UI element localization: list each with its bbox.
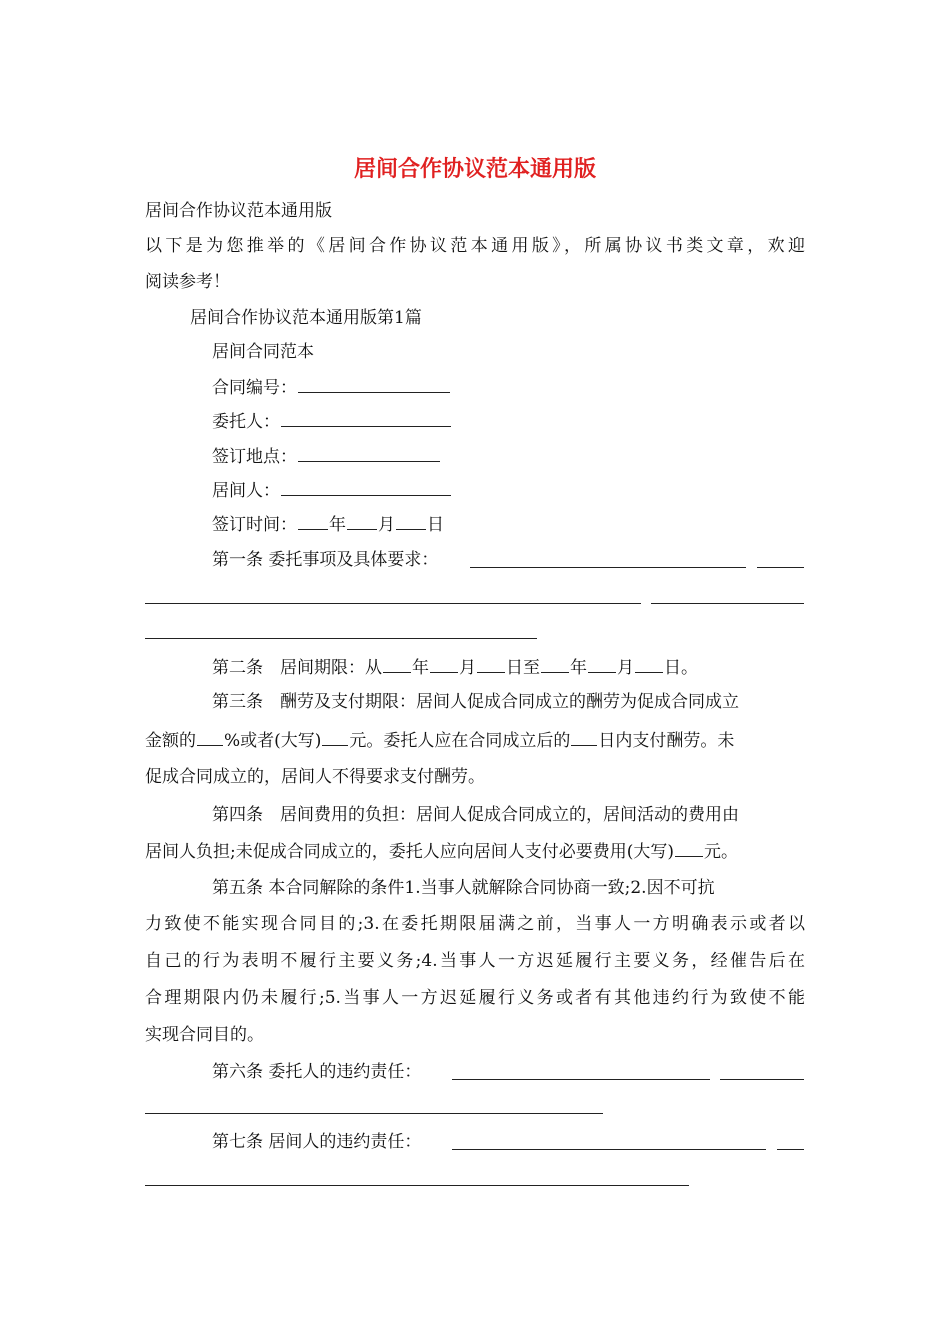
contract-no-label: 合同编号：: [212, 378, 297, 398]
client-label: 委托人：: [212, 412, 280, 432]
article3-line-3: 促成合同成立的，居间人不得要求支付酬劳。: [145, 767, 485, 787]
article3-line-2a: 金额的: [145, 731, 196, 751]
article2: [212, 656, 698, 679]
broker-field: [212, 479, 452, 502]
month-label: 月: [378, 515, 395, 535]
contract-no-field: [212, 376, 451, 399]
article3-line-2: [145, 729, 734, 752]
broker-label: 居间人：: [212, 481, 280, 501]
broker-blank: [281, 479, 451, 496]
sign-place-field: [212, 445, 441, 468]
intro-line-1: 以下是为您推举的《居间合作协议范本通用版》，所属协议书类文章，欢迎: [145, 236, 805, 256]
contract-no-blank: [298, 376, 450, 393]
article2-day-blank-2: [635, 656, 663, 673]
article2-year-2: 年: [570, 658, 587, 678]
sub-title: 居间合作协议范本通用版: [145, 201, 332, 221]
contract-title: 居间合同范本: [212, 342, 314, 362]
article2-month-1: 月: [459, 658, 476, 678]
article7-blank-2: [777, 1149, 804, 1150]
article5-line-3: 自己的行为表明不履行主要义务;4.当事人一方迟延履行主要义务，经催告后在: [145, 951, 805, 971]
year-label: 年: [329, 515, 346, 535]
year-blank: [298, 513, 328, 530]
article2-day-blank-1: [477, 656, 505, 673]
document-title: 居间合作协议范本通用版: [353, 156, 596, 182]
article5-line-2: 力致使不能实现合同目的;3.在委托期限届满之前，当事人一方明确表示或者以: [145, 914, 805, 934]
article3-line-1: 第三条 酬劳及支付期限：居间人促成合同成立的酬劳为促成合同成立: [212, 692, 739, 712]
article5-line-1: 第五条 本合同解除的条件1.当事人就解除合同协商一致;2.因不可抗: [212, 878, 715, 898]
article7-label: 第七条 居间人的违约责任：: [212, 1132, 422, 1152]
article6-label: 第六条 委托人的违约责任：: [212, 1062, 422, 1082]
article5-line-4: 合理期限内仍未履行;5.当事人一方迟延履行义务或者有其他违约行为致使不能: [145, 988, 805, 1008]
article1-blank-1: [470, 567, 746, 568]
article2-month-2: 月: [617, 658, 634, 678]
article6-blank-1: [452, 1079, 710, 1080]
article1-blank-3: [145, 603, 641, 604]
article2-year-1: 年: [412, 658, 429, 678]
article1-blank-2: [757, 567, 804, 568]
article4-line-1: 第四条 居间费用的负担：居间人促成合同成立的，居间活动的费用由: [212, 805, 739, 825]
expense-blank: [675, 840, 703, 857]
article2-day-to: 日至: [506, 658, 540, 678]
article3-line-2c: 元。委托人应在合同成立后的: [349, 731, 571, 751]
client-blank: [281, 410, 451, 427]
section-heading: 居间合作协议范本通用版第1篇: [190, 308, 422, 328]
article2-year-blank-1: [383, 656, 411, 673]
article7-blank-1: [452, 1149, 766, 1150]
article2-day-end: 日。: [664, 658, 698, 678]
article4-line-2b: 元。: [704, 842, 738, 862]
days-blank: [571, 729, 597, 746]
day-blank: [396, 513, 426, 530]
article2-text: 居间期限：从: [280, 658, 382, 678]
month-blank: [347, 513, 377, 530]
article2-month-blank-2: [588, 656, 616, 673]
article6-blank-2: [720, 1079, 804, 1080]
intro-line-2: 阅读参考！: [145, 272, 230, 292]
percent-blank: [197, 729, 223, 746]
amount-blank: [322, 729, 348, 746]
article5-line-5: 实现合同目的。: [145, 1025, 264, 1045]
article7-blank-3: [145, 1185, 689, 1186]
article1-blank-4: [651, 603, 804, 604]
article3-line-2d: 日内支付酬劳。未: [598, 731, 735, 751]
client-field: [212, 410, 452, 433]
article2-month-blank-1: [430, 656, 458, 673]
article6-blank-3: [145, 1113, 603, 1114]
article3-line-2b: %或者(大写): [224, 731, 322, 751]
article1-label: 第一条 委托事项及具体要求：: [212, 550, 439, 570]
day-label: 日: [427, 515, 444, 535]
article2-label: 第二条: [212, 658, 263, 678]
article4-line-2a: 居间人负担;未促成合同成立的，委托人应向居间人支付必要费用(大写): [145, 842, 674, 862]
article4-line-2: [145, 840, 738, 863]
sign-time-label: 签订时间：: [212, 515, 297, 535]
sign-place-label: 签订地点：: [212, 447, 297, 467]
article1-blank-5: [145, 638, 537, 639]
article2-year-blank-2: [541, 656, 569, 673]
sign-time-field: [212, 513, 444, 536]
sign-place-blank: [298, 445, 440, 462]
